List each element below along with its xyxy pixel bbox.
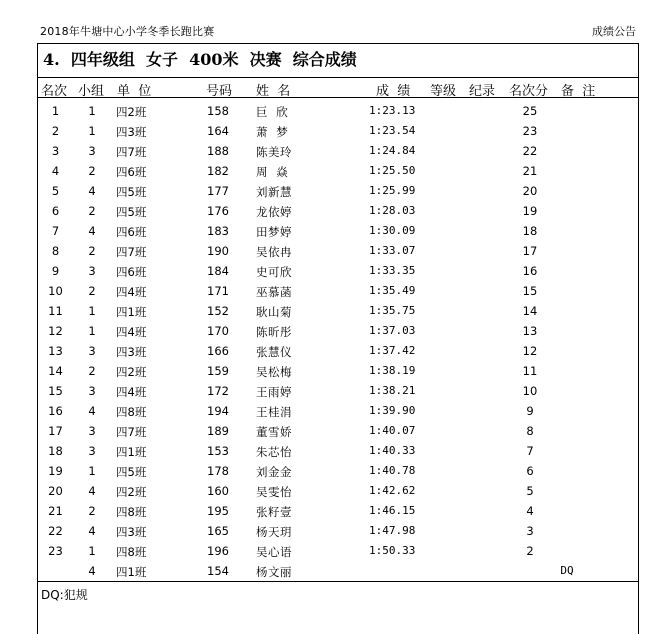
cell-points: 6 — [526, 464, 534, 478]
header-note: 备 注 — [561, 84, 596, 99]
table-row — [37, 162, 639, 182]
cell-unit: 四8班 — [116, 505, 147, 519]
cell-number: 154 — [207, 564, 229, 578]
cell-result: 1:33.07 — [369, 244, 416, 257]
cell-name: 王雨婷 — [256, 385, 292, 399]
cell-name: 吴依冉 — [256, 245, 292, 259]
cell-group: 1 — [88, 124, 96, 138]
table-row — [37, 502, 639, 522]
cell-number: 166 — [207, 344, 229, 358]
table-row — [37, 182, 639, 202]
cell-name: 巫慕菡 — [256, 285, 292, 299]
cell-name: 刘金金 — [256, 465, 292, 479]
cell-unit: 四6班 — [116, 165, 147, 179]
table-row — [37, 382, 639, 402]
cell-group: 2 — [88, 364, 96, 378]
cell-name: 刘新慧 — [256, 185, 292, 199]
cell-unit: 四1班 — [116, 445, 147, 459]
cell-result: 1:30.09 — [369, 224, 416, 237]
cell-unit: 四7班 — [116, 145, 147, 159]
cell-name: 陈美玲 — [256, 145, 292, 159]
cell-number: 158 — [207, 104, 229, 118]
cell-number: 176 — [207, 204, 229, 218]
cell-name: 董雪娇 — [256, 425, 292, 439]
cell-rank: 12 — [48, 324, 63, 338]
cell-points: 4 — [526, 504, 534, 518]
cell-note: DQ — [560, 564, 574, 577]
cell-points: 16 — [522, 264, 538, 278]
header-unit: 单 位 — [117, 84, 152, 99]
cell-number: 170 — [207, 324, 229, 338]
cell-unit: 四6班 — [116, 265, 147, 279]
cell-unit: 四1班 — [116, 305, 147, 319]
table-row — [37, 342, 639, 362]
cell-rank: 4 — [51, 164, 60, 178]
cell-name: 耿山菊 — [256, 305, 292, 319]
header-name: 姓 名 — [256, 84, 291, 99]
cell-points: 14 — [522, 304, 538, 318]
table-row — [37, 322, 639, 342]
cell-result: 1:47.98 — [369, 524, 416, 537]
cell-result: 1:40.78 — [369, 464, 416, 477]
cell-group: 1 — [88, 304, 96, 318]
footnote: DQ:犯规 — [41, 588, 88, 602]
cell-number: 194 — [207, 404, 229, 418]
cell-group: 3 — [88, 384, 96, 398]
cell-name: 陈昕彤 — [256, 325, 292, 339]
cell-group: 1 — [88, 464, 96, 478]
header-points: 名次分 — [509, 84, 549, 99]
cell-number: 172 — [207, 384, 229, 398]
cell-result: 1:37.03 — [369, 324, 416, 337]
table-row — [37, 542, 639, 562]
table-row — [37, 202, 639, 222]
header-result: 成 绩 — [376, 84, 411, 99]
cell-rank: 16 — [48, 404, 63, 418]
cell-result: 1:39.90 — [369, 404, 416, 417]
cell-unit: 四4班 — [116, 325, 147, 339]
cell-group: 2 — [88, 504, 96, 518]
cell-group: 4 — [88, 484, 96, 498]
cell-name: 张籽壹 — [256, 505, 292, 519]
cell-unit: 四2班 — [116, 365, 147, 379]
cell-group: 3 — [88, 424, 96, 438]
cell-name: 巨 欣 — [256, 105, 289, 119]
cell-points: 23 — [522, 124, 538, 138]
cell-unit: 四2班 — [116, 485, 147, 499]
cell-unit: 四4班 — [116, 285, 147, 299]
cell-points: 22 — [522, 144, 538, 158]
cell-group: 4 — [88, 564, 96, 578]
cell-rank: 7 — [51, 224, 60, 238]
cell-result: 1:35.75 — [369, 304, 416, 317]
cell-number: 183 — [207, 224, 229, 238]
cell-points: 2 — [526, 544, 534, 558]
cell-points: 7 — [526, 444, 534, 458]
table-row — [37, 442, 639, 462]
cell-name: 田梦婷 — [256, 225, 292, 239]
cell-number: 153 — [207, 444, 229, 458]
table-row — [37, 142, 639, 162]
cell-rank: 18 — [48, 444, 63, 458]
cell-rank: 22 — [48, 524, 63, 538]
table-row — [37, 522, 639, 542]
cell-unit: 四3班 — [116, 345, 147, 359]
cell-name: 龙依婷 — [256, 205, 292, 219]
cell-group: 4 — [88, 404, 96, 418]
cell-result: 1:38.21 — [369, 384, 416, 397]
cell-unit: 四8班 — [116, 405, 147, 419]
cell-points: 5 — [526, 484, 534, 498]
cell-name: 杨文丽 — [256, 565, 292, 579]
cell-number: 152 — [207, 304, 229, 318]
cell-group: 2 — [88, 204, 96, 218]
table-row — [37, 402, 639, 422]
cell-number: 189 — [207, 424, 229, 438]
cell-group: 2 — [88, 284, 96, 298]
cell-points: 21 — [522, 164, 538, 178]
cell-result: 1:23.13 — [369, 104, 416, 117]
table-row — [37, 242, 639, 262]
cell-group: 4 — [88, 224, 96, 238]
cell-number: 196 — [207, 544, 229, 558]
cell-result: 1:50.33 — [369, 544, 416, 557]
cell-result: 1:46.15 — [369, 504, 416, 517]
cell-number: 160 — [207, 484, 229, 498]
cell-rank: 23 — [48, 544, 63, 558]
cell-unit: 四5班 — [116, 465, 147, 479]
table-row — [37, 462, 639, 482]
cell-group: 3 — [88, 344, 96, 358]
cell-points: 10 — [522, 384, 538, 398]
cell-unit: 四3班 — [116, 525, 147, 539]
cell-points: 20 — [522, 184, 538, 198]
header-rank: 名次 — [41, 84, 68, 99]
cell-rank: 3 — [51, 144, 60, 158]
cell-points: 11 — [522, 364, 538, 378]
cell-rank: 14 — [48, 364, 63, 378]
cell-points: 12 — [522, 344, 538, 358]
cell-unit: 四3班 — [116, 125, 147, 139]
cell-unit: 四7班 — [116, 245, 147, 259]
table-row — [37, 482, 639, 502]
cell-number: 164 — [207, 124, 229, 138]
cell-name: 朱芯怡 — [256, 445, 292, 459]
cell-result: 1:23.54 — [369, 124, 416, 137]
cell-rank: 8 — [51, 244, 60, 258]
table-row — [37, 362, 639, 382]
cell-unit: 四6班 — [116, 225, 147, 239]
cell-points: 8 — [526, 424, 534, 438]
cell-group: 2 — [88, 164, 96, 178]
header-group: 小组 — [78, 84, 105, 99]
cell-name: 史可欣 — [256, 265, 292, 279]
table-row — [37, 262, 639, 282]
header-record: 纪录 — [469, 84, 496, 99]
cell-group: 3 — [88, 264, 96, 278]
footer-divider — [37, 581, 639, 582]
header-divider — [37, 43, 639, 44]
cell-result: 1:40.33 — [369, 444, 416, 457]
cell-rank: 11 — [48, 304, 63, 318]
cell-number: 178 — [207, 464, 229, 478]
cell-points: 17 — [522, 244, 538, 258]
cell-group: 3 — [88, 144, 96, 158]
cell-number: 184 — [207, 264, 229, 278]
cell-rank: 13 — [48, 344, 63, 358]
cell-rank: 17 — [48, 424, 63, 438]
cell-number: 190 — [207, 244, 229, 258]
cell-group: 2 — [88, 244, 96, 258]
cell-result: 1:28.03 — [369, 204, 416, 217]
cell-points: 18 — [522, 224, 538, 238]
cell-unit: 四2班 — [116, 105, 147, 119]
cell-name: 周 焱 — [256, 165, 289, 179]
cell-points: 19 — [522, 204, 538, 218]
cell-result: 1:33.35 — [369, 264, 416, 277]
cell-rank: 19 — [48, 464, 63, 478]
cell-result: 1:25.99 — [369, 184, 416, 197]
cell-name: 王桂涓 — [256, 405, 292, 419]
cell-number: 195 — [207, 504, 229, 518]
cell-number: 188 — [207, 144, 229, 158]
cell-points: 9 — [526, 404, 534, 418]
cell-group: 4 — [88, 184, 96, 198]
cell-group: 1 — [88, 104, 96, 118]
table-row — [37, 282, 639, 302]
table-row — [37, 562, 639, 582]
table-row — [37, 102, 639, 122]
cell-points: 13 — [522, 324, 538, 338]
results-table-body — [37, 102, 639, 582]
cell-name: 吴心语 — [256, 545, 292, 559]
cell-group: 1 — [88, 544, 96, 558]
cell-number: 171 — [207, 284, 229, 298]
table-header — [37, 77, 639, 98]
cell-number: 159 — [207, 364, 229, 378]
cell-number: 182 — [207, 164, 229, 178]
cell-unit: 四7班 — [116, 425, 147, 439]
cell-points: 15 — [522, 284, 538, 298]
table-row — [37, 122, 639, 142]
cell-unit: 四8班 — [116, 545, 147, 559]
cell-unit: 四4班 — [116, 385, 147, 399]
cell-number: 177 — [207, 184, 229, 198]
cell-rank: 10 — [48, 284, 63, 298]
cell-rank: 6 — [51, 204, 60, 218]
cell-result: 1:35.49 — [369, 284, 416, 297]
cell-result: 1:24.84 — [369, 144, 416, 157]
cell-unit: 四5班 — [116, 205, 147, 219]
announcement-label: 成绩公告 — [592, 25, 636, 38]
cell-rank: 5 — [51, 184, 60, 198]
cell-group: 3 — [88, 444, 96, 458]
cell-rank: 21 — [48, 504, 63, 518]
cell-name: 杨天玥 — [256, 525, 292, 539]
cell-unit: 四1班 — [116, 565, 147, 579]
cell-unit: 四5班 — [116, 185, 147, 199]
cell-group: 1 — [88, 324, 96, 338]
cell-name: 张慧仪 — [256, 345, 292, 359]
cell-name: 萧 梦 — [256, 125, 289, 139]
page-title: 4. 四年级组 女子 400米 决赛 综合成绩 — [43, 50, 357, 69]
cell-rank: 20 — [48, 484, 63, 498]
cell-rank: 1 — [51, 104, 60, 118]
cell-number: 165 — [207, 524, 229, 538]
cell-result: 1:25.50 — [369, 164, 416, 177]
cell-name: 吴雯怡 — [256, 485, 292, 499]
cell-result: 1:37.42 — [369, 344, 416, 357]
cell-points: 25 — [522, 104, 538, 118]
cell-rank: 9 — [51, 264, 60, 278]
cell-name: 吴松梅 — [256, 365, 292, 379]
cell-result: 1:40.07 — [369, 424, 416, 437]
cell-rank: 15 — [48, 384, 63, 398]
table-row — [37, 302, 639, 322]
cell-result: 1:38.19 — [369, 364, 416, 377]
cell-result: 1:42.62 — [369, 484, 416, 497]
header-level: 等级 — [430, 84, 457, 99]
cell-group: 4 — [88, 524, 96, 538]
header-number: 号码 — [206, 84, 233, 99]
event-title: 2018年牛塘中心小学冬季长跑比赛 — [40, 25, 215, 38]
table-row — [37, 422, 639, 442]
cell-rank: 2 — [51, 124, 60, 138]
table-row — [37, 222, 639, 242]
cell-points: 3 — [526, 524, 534, 538]
